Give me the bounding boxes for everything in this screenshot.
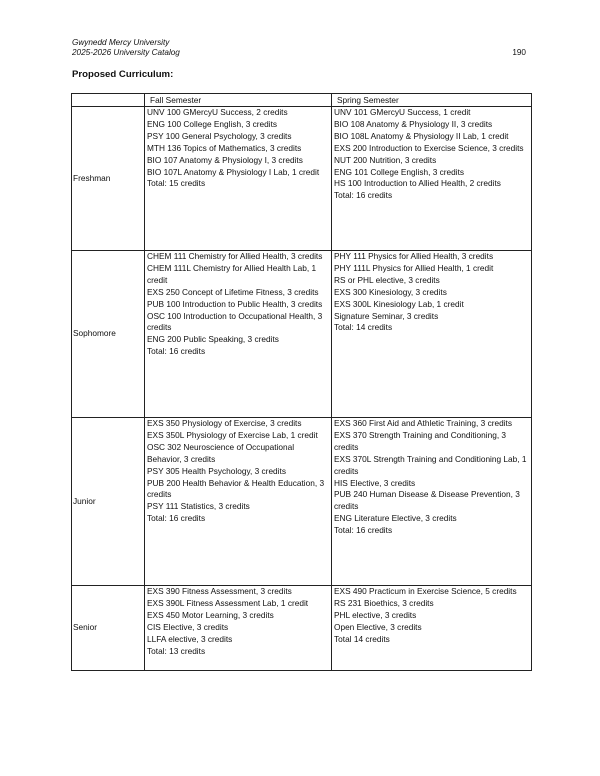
fall-semester-cell: [145, 107, 332, 251]
semester-total: Total: 13 credits: [147, 645, 206, 656]
section-title: Proposed Curriculum:: [72, 69, 174, 80]
table-row: [72, 107, 532, 251]
course-entry: PHL elective, 3 credits: [334, 609, 417, 620]
course-entry: OSC 100 Introduction to Occupational Health, 3 credits: [147, 310, 323, 333]
column-header-spring: Spring Semester: [332, 94, 532, 107]
course-entry: PSY 100 General Psychology, 3 credits: [147, 130, 292, 141]
course-entry: OSC 302 Neuroscience of Occupational Behavior, 3 credits: [147, 441, 295, 464]
semester-total: Total: 15 credits: [147, 178, 206, 189]
spring-semester-cell: [332, 586, 532, 671]
catalog-title: 2025-2026 University Catalog: [72, 47, 180, 57]
year-label: Sophomore: [72, 251, 145, 418]
course-entry: HS 100 Introduction to Allied Health, 2 credits: [334, 178, 501, 189]
course-entry: UNV 100 GMercyU Success, 2 credits: [147, 107, 288, 117]
course-entry: PUB 100 Introduction to Public Health, 3 credits: [147, 298, 323, 309]
course-entry: PUB 240 Human Disease & Disease Prevention, 3 credits: [334, 489, 520, 512]
course-entry: CIS Elective, 3 credits: [147, 621, 229, 632]
semester-total: Total: 16 credits: [334, 525, 393, 536]
course-entry: NUT 200 Nutrition, 3 credits: [334, 154, 437, 165]
table-row: [72, 586, 532, 671]
course-entry: EXS 490 Practicum in Exercise Science, 5 credits: [334, 586, 517, 596]
table-row: [72, 418, 532, 586]
column-header-year: [72, 94, 145, 107]
course-entry: PHY 111L Physics for Allied Health, 1 credit: [334, 262, 494, 273]
course-entry: PSY 111 Statistics, 3 credits: [147, 501, 250, 512]
course-entry: MTH 136 Topics of Mathematics, 3 credits: [147, 142, 302, 153]
spring-semester-cell: [332, 251, 532, 418]
table-row: [72, 251, 532, 418]
course-entry: EXS 350L Physiology of Exercise Lab, 1 credit: [147, 429, 318, 440]
course-entry: BIO 107L Anatomy & Physiology I Lab, 1 credit: [147, 166, 320, 177]
course-entry: ENG 101 College English, 3 credits: [334, 166, 465, 177]
course-entry: EXS 300L Kinesiology Lab, 1 credit: [334, 298, 464, 309]
semester-total: Total: 16 credits: [334, 190, 393, 201]
page-number: 190: [512, 47, 526, 57]
year-label: Senior: [72, 586, 145, 671]
course-entry: EXS 250 Concept of Lifetime Fitness, 3 credits: [147, 286, 319, 297]
course-entry: ENG 100 College English, 3 credits: [147, 118, 278, 129]
course-entry: PHY 111 Physics for Allied Health, 3 credits: [334, 251, 494, 261]
course-entry: Open Elective, 3 credits: [334, 621, 422, 632]
course-entry: EXS 370 Strength Training and Conditioning, 3 credits: [334, 429, 507, 452]
course-entry: UNV 101 GMercyU Success, 1 credit: [334, 107, 471, 117]
fall-semester-cell: [145, 251, 332, 418]
page-header: [72, 38, 528, 57]
course-entry: ENG 200 Public Speaking, 3 credits: [147, 334, 279, 345]
year-label: Junior: [72, 418, 145, 586]
course-entry: HIS Elective, 3 credits: [334, 477, 416, 488]
year-label: Freshman: [72, 107, 145, 251]
course-entry: EXS 450 Motor Learning, 3 credits: [147, 609, 274, 620]
curriculum-table: [71, 93, 532, 671]
course-entry: EXS 390 Fitness Assessment, 3 credits: [147, 586, 292, 596]
course-entry: EXS 360 First Aid and Athletic Training, 3 credits: [334, 418, 513, 428]
course-entry: CHEM 111L Chemistry for Allied Health Lab, 1 credit: [147, 262, 317, 285]
course-entry: BIO 108 Anatomy & Physiology II, 3 credits: [334, 118, 493, 129]
column-header-fall: Fall Semester: [145, 94, 332, 107]
semester-total: Total 14 credits: [334, 633, 390, 644]
semester-total: Total: 14 credits: [334, 322, 393, 333]
course-entry: BIO 108L Anatomy & Physiology II Lab, 1 credit: [334, 130, 509, 141]
fall-semester-cell: [145, 586, 332, 671]
spring-semester-cell: [332, 418, 532, 586]
fall-semester-cell: [145, 418, 332, 586]
institution-name: Gwynedd Mercy University: [72, 38, 170, 47]
curriculum-body: [72, 107, 532, 671]
table-header-row: [72, 94, 532, 107]
course-entry: EXS 390L Fitness Assessment Lab, 1 credit: [147, 597, 309, 608]
course-entry: EXS 300 Kinesiology, 3 credits: [334, 286, 447, 297]
course-entry: PSY 305 Health Psychology, 3 credits: [147, 465, 286, 476]
course-entry: EXS 200 Introduction to Exercise Science, 3 credits: [334, 142, 524, 153]
course-entry: BIO 107 Anatomy & Physiology I, 3 credits: [147, 154, 303, 165]
semester-total: Total: 16 credits: [147, 346, 206, 357]
semester-total: Total: 16 credits: [147, 513, 206, 524]
spring-semester-cell: [332, 107, 532, 251]
course-entry: RS or PHL elective, 3 credits: [334, 274, 440, 285]
course-entry: CHEM 111 Chemistry for Allied Health, 3 credits: [147, 251, 323, 261]
course-entry: LLFA elective, 3 credits: [147, 633, 233, 644]
course-entry: Signature Seminar, 3 credits: [334, 310, 439, 321]
course-entry: PUB 200 Health Behavior & Health Education, 3 credits: [147, 477, 325, 500]
course-entry: EXS 370L Strength Training and Conditioning Lab, 1 credits: [334, 453, 527, 476]
course-entry: EXS 350 Physiology of Exercise, 3 credits: [147, 418, 302, 428]
course-entry: ENG Literature Elective, 3 credits: [334, 513, 457, 524]
course-entry: RS 231 Bioethics, 3 credits: [334, 597, 434, 608]
